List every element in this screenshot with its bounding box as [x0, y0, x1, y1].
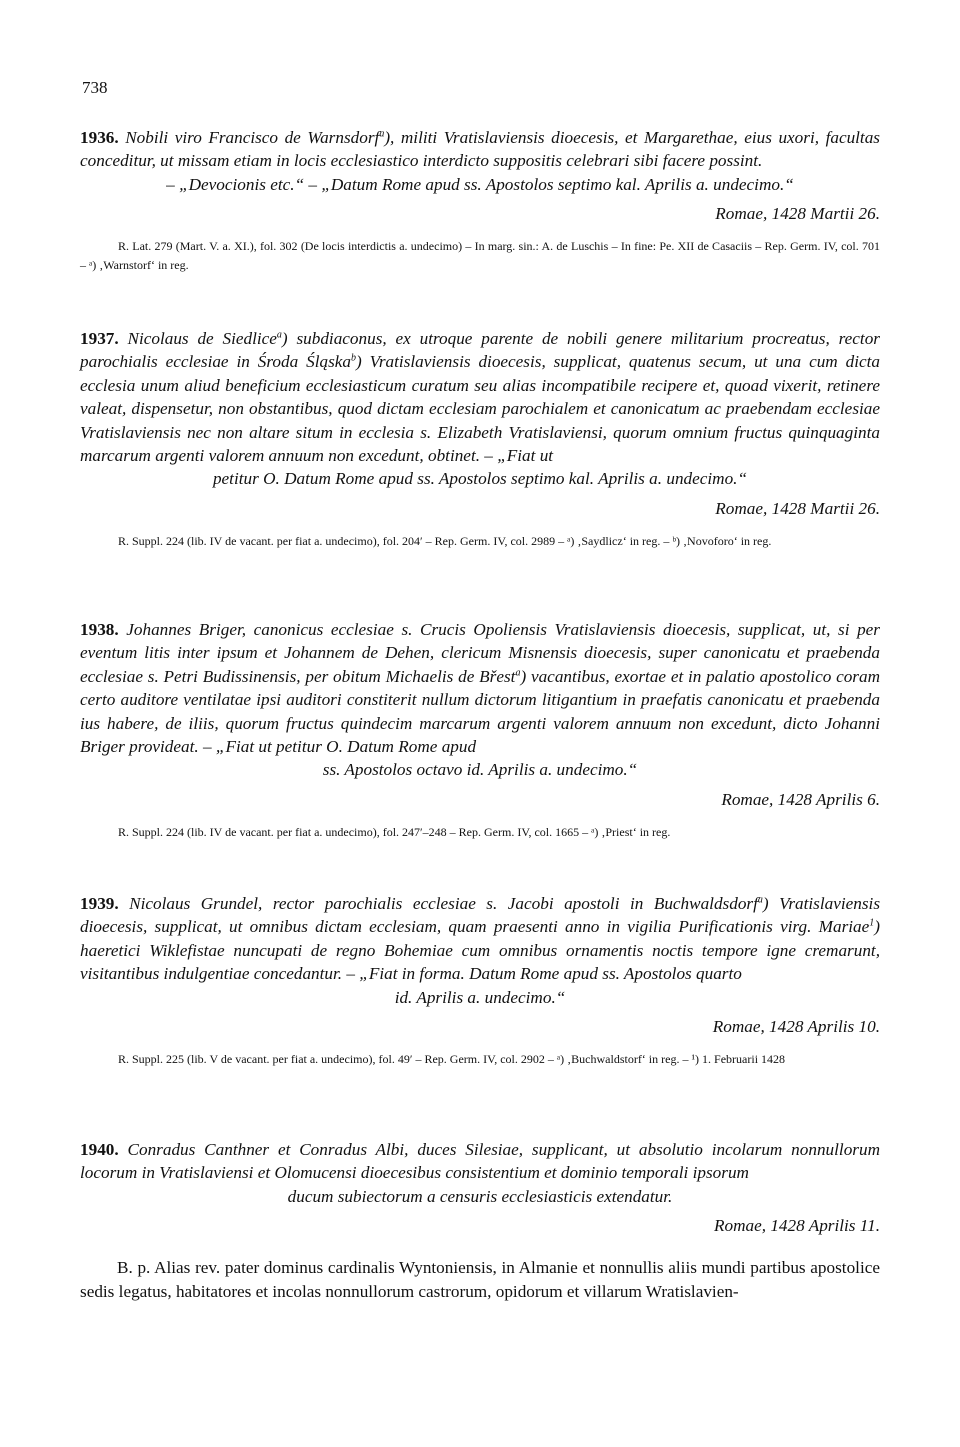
footnote-marker: a — [757, 894, 763, 906]
entry-date: Romae, 1428 Aprilis 10. — [712, 1017, 880, 1037]
entry-last-line: ss. Apostolos octavo id. Aprilis a. undecimo.“ — [322, 760, 638, 780]
entry-main: Nicolaus de Siedlice — [127, 329, 277, 348]
entry-1940 — [80, 1138, 880, 1237]
entry-notes: R. Suppl. 225 (lib. V de vacant. per fiat a. undecimo), fol. 49′ – Rep. Germ. IV, col. 2902 – ᵃ) ‚Buchwaldstorf‘ in reg. – ¹) 1. Februarii 1428 — [118, 1052, 786, 1067]
footnote-marker: 1 — [869, 917, 875, 929]
closing-paragraph: B. p. Alias rev. pater dominus cardinalis Wyntoniensis, in Almanie et nonnullis aliis mundi partibus apostolice sedis legatus, habitatores et incolas nonnullorum castrorum, opidorum et villarum Wratislavien- — [80, 1258, 880, 1301]
entry-notes: R. Suppl. 224 (lib. IV de vacant. per fiat a. undecimo), fol. 247′–248 – Rep. Germ. IV, col. 1665 – ᵃ) ‚Priest‘ in reg. — [118, 824, 671, 839]
entry-main: Nobili viro Francisco de Warnsdorf — [125, 128, 380, 147]
entry-date: Romae, 1428 Martii 26. — [715, 204, 880, 224]
entry-text — [80, 327, 880, 491]
footnote-marker: a — [379, 128, 385, 140]
entry-main: Conradus Canthner et Conradus Albi, duces Silesiae, supplicant, ut absolutio incolarum nonnullorum locorum in Vratislaviensi et Olomucensi dioecesibus consistentium et dominio temporali ipsorum — [80, 1140, 880, 1183]
entry-mid: ) Vratislaviensis dioecesis, supplicat, ut omnibus dictam ecclesiam, quam praesenti anno in vigilia Purificationis virg. Mariae — [80, 894, 881, 937]
entry-notes: R. Lat. 279 (Mart. V. a. XI.), fol. 302 (De locis interdictis a. undecimo) – In marg. sin.: A. de Luschis – In fine: Pe. XII de Casaciis – Rep. Germ. IV, col. 701 – ᵃ) ‚Warnstorf‘ in reg. — [80, 239, 880, 273]
entry-rest: ) vacantibus, exortae et in palatio apostolico coram certo auditore ventilatae ipsi auditori constiterit nullum dictorum litigantium in praefatis canonicatu et praebenda ius habere, de iliis, quorum fructus quindecim marcarum argenti valorem annuum non excedunt, dicto Johanni Briger provideat. – „Fiat ut petitur O. Datum Rome apud — [80, 666, 880, 757]
entry-number: 1937. — [80, 329, 119, 348]
entry-rest: ) haeretici Wiklefistae nuncupati de regno Bohemiae cum omnibus ornamentis noctis tempore igne cremarunt, visitantibus indulgentiae concedantur. – „Fiat in forma. Datum Rome apud ss. Apostolos quarto — [80, 917, 880, 984]
entry-text — [80, 618, 880, 782]
entry-last-line: petitur O. Datum Rome apud ss. Apostolos septimo kal. Aprilis a. undecimo.“ — [212, 469, 748, 489]
entry-1939 — [80, 892, 880, 1069]
entry-main: Nicolaus Grundel, rector parochialis ecclesiae s. Jacobi apostoli in Buchwaldsdorf — [129, 894, 758, 913]
footnote-marker: a — [276, 329, 282, 341]
entry-1938 — [80, 618, 880, 842]
entry-date: Romae, 1428 Aprilis 6. — [721, 789, 880, 809]
entry-text — [80, 892, 880, 1009]
entry-rest: ), militi Vratislaviensis dioecesis, et Margarethae, eius uxori, facultas conceditur, ut missam etiam in locis ecclesiastico interdicto suppositis celebrari sibi facere possint. — [80, 128, 880, 171]
entry-notes: R. Suppl. 224 (lib. IV de vacant. per fiat a. undecimo), fol. 204′ – Rep. Germ. IV, col. 2989 – ᵃ) ‚Saydlicz‘ in reg. – ᵇ) ‚Novoforo‘ in reg. — [118, 533, 772, 548]
entry-text — [80, 1138, 880, 1208]
entry-1937 — [80, 327, 880, 551]
entry-mid: ) subdiaconus, ex utroque parente de nobili genere militarium procreatus, rector parochialis ecclesiae in Środa Śląska — [80, 329, 880, 372]
entry-main: Johannes Briger, canonicus ecclesiae s. Crucis Opoliensis Vratislaviensis dioecesis, supplicat, ut, si per eventum litis inter ipsum et Johannem de Dehen, clericum Misnensis dioecesis, super canonicatu et praebenda ecclesiae s. Petri Budissinensis, per obitum Michaelis de Břest — [80, 620, 881, 686]
entry-last-line: – „Devocionis etc.“ – „Datum Rome apud ss. Apostolos septimo kal. Aprilis a. undecimo.“ — [166, 174, 794, 194]
entry-date: Romae, 1428 Aprilis 11. — [714, 1216, 880, 1236]
page-number: 738 — [82, 78, 108, 97]
entry-last-line: ducum subiectorum a censuris ecclesiasticis extendatur. — [287, 1186, 673, 1206]
entry-rest: ) Vratislaviensis dioecesis, supplicat, quatenus secum, ut una cum dicta ecclesia unum aliud beneficium ecclesiasticum curatum seu alias incompatibile recipere et, quoad vixerit, retinere valeat, dispensetur, non obstantibus, quod dictam ecclesiam parochialem et canonicatum ac praebendam ecclesiae Vratislaviensis nec non altare situm in ecclesia s. Elizabeth Vratislaviensi, quorum omnium fructus quinquaginta marcarum argenti valorem annuum non excedunt, obtinet. – „Fiat ut — [80, 352, 880, 466]
entry-last-line: id. Aprilis a. undecimo.“ — [394, 987, 566, 1007]
entry-date: Romae, 1428 Martii 26. — [715, 498, 880, 518]
entry-number: 1940. — [80, 1140, 119, 1159]
entry-number: 1938. — [80, 620, 119, 639]
entry-number: 1939. — [80, 894, 119, 913]
entry-text — [80, 126, 880, 196]
entry-1936 — [80, 126, 880, 275]
entry-number: 1936. — [80, 128, 119, 147]
footnote-marker: a — [515, 667, 521, 679]
footnote-marker: b — [351, 352, 356, 364]
